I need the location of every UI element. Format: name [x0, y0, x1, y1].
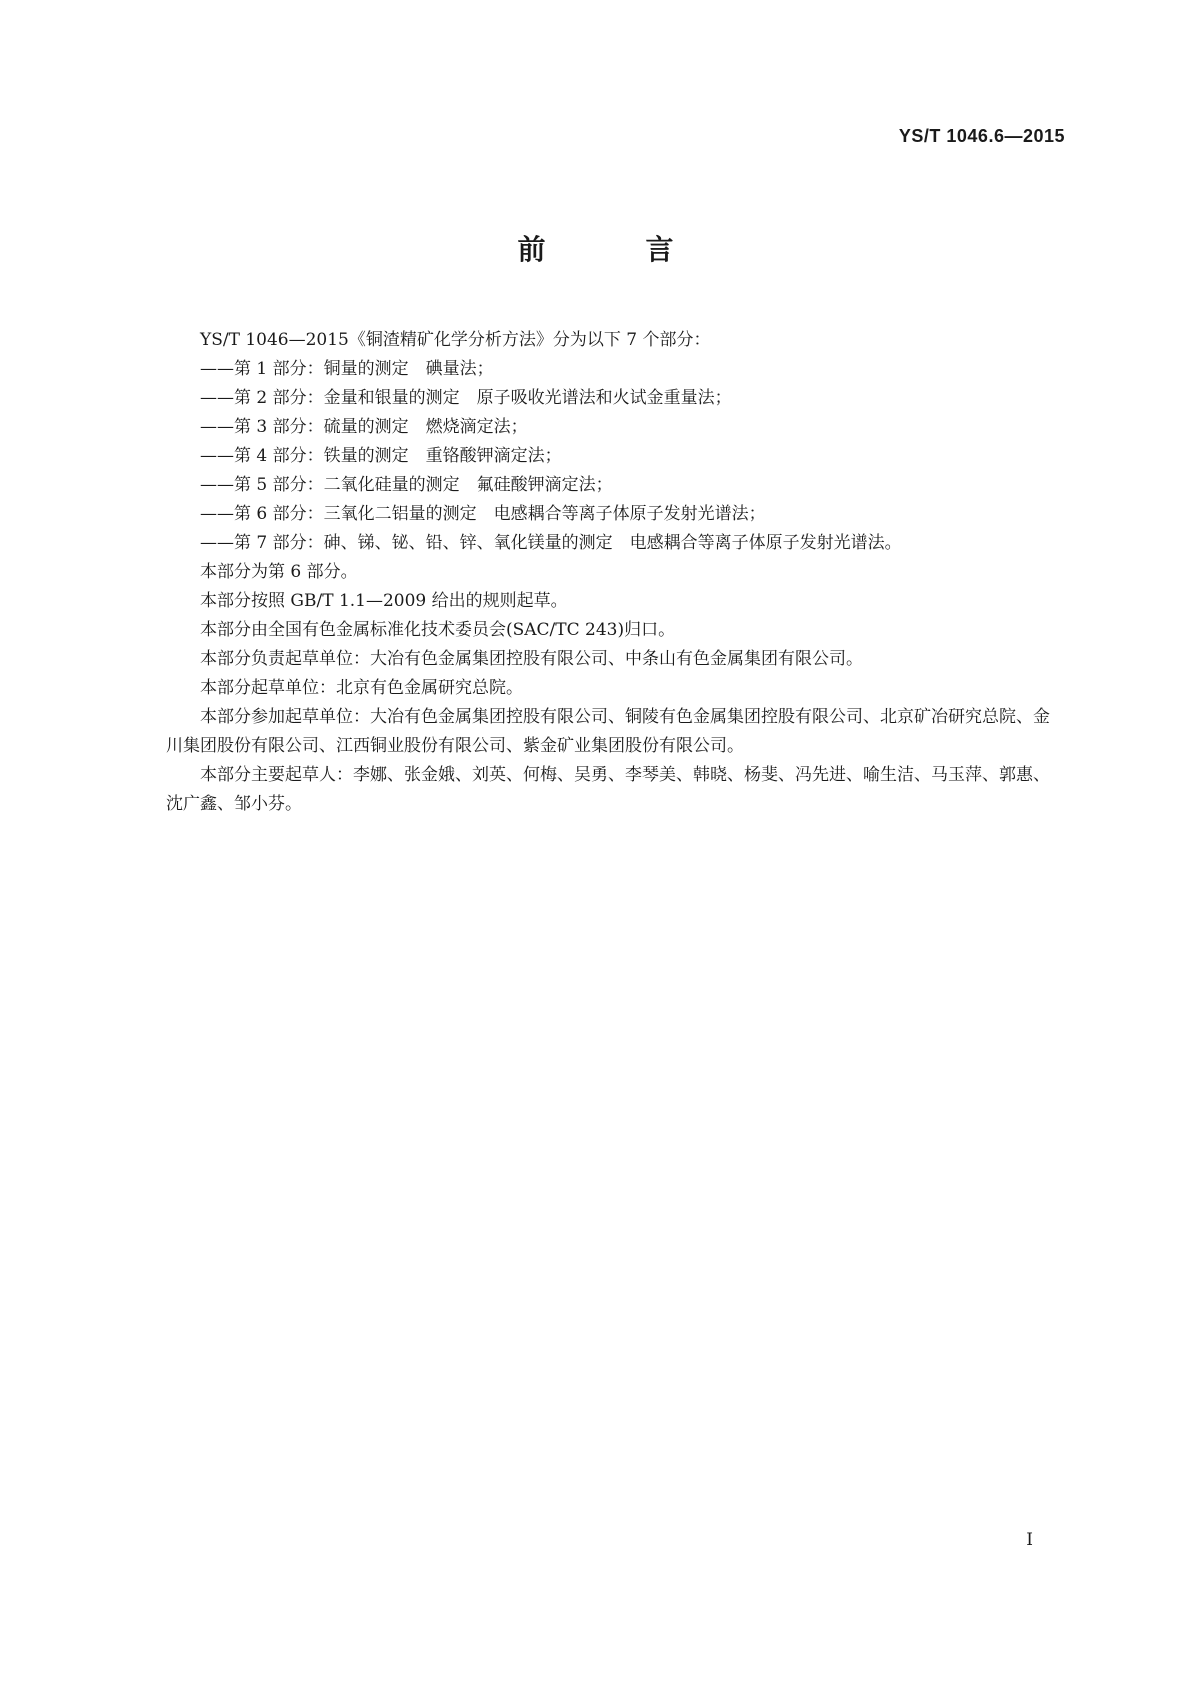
part-item-4: ——第 4 部分：铁量的测定 重铬酸钾滴定法； — [200, 446, 562, 466]
paragraph-drafting-rules: 本部分按照 GB/T 1.1—2009 给出的规则起草。 — [200, 591, 568, 611]
paragraph-part-number: 本部分为第 6 部分。 — [200, 562, 358, 582]
part-item-5: ——第 5 部分：二氧化硅量的测定 氟硅酸钾滴定法； — [200, 475, 613, 495]
paragraph-participating-units: 本部分参加起草单位：大冶有色金属集团控股有限公司、铜陵有色金属集团控股有限公司、北京矿冶研究总院、金川集团股份有限公司、江西铜业股份有限公司、紫金矿业集团股份有限公司。 — [166, 707, 1050, 756]
part-item-2: ——第 2 部分：金量和银量的测定 原子吸收光谱法和火试金重量法； — [200, 388, 732, 408]
part-item-7: ——第 7 部分：砷、锑、铋、铅、锌、氧化镁量的测定 电感耦合等离子体原子发射光谱法。 — [200, 533, 902, 553]
document-body — [166, 326, 1066, 819]
paragraph-responsible-units: 本部分负责起草单位：大冶有色金属集团控股有限公司、中条山有色金属集团有限公司。 — [200, 649, 863, 669]
paragraph-main-drafters: 本部分主要起草人：李娜、张金娥、刘英、何梅、吴勇、李琴美、韩晓、杨斐、冯先进、喻生洁、马玉萍、郭惠、沈广鑫、邹小芬。 — [166, 765, 1050, 814]
document-id: YS/T 1046.6—2015 — [898, 126, 1065, 146]
part-item-3: ——第 3 部分：硫量的测定 燃烧滴定法； — [200, 417, 528, 437]
paragraph-drafting-unit: 本部分起草单位：北京有色金属研究总院。 — [200, 678, 523, 698]
intro-paragraph: YS/T 1046—2015《铜渣精矿化学分析方法》分为以下 7 个部分： — [200, 330, 711, 350]
page-title: 前 言 — [517, 233, 710, 266]
part-item-6: ——第 6 部分：三氧化二铝量的测定 电感耦合等离子体原子发射光谱法； — [200, 504, 766, 524]
paragraph-committee: 本部分由全国有色金属标准化技术委员会(SAC/TC 243)归口。 — [200, 620, 676, 640]
page-number: I — [1026, 1530, 1033, 1550]
part-item-1: ——第 1 部分：铜量的测定 碘量法； — [200, 359, 494, 379]
